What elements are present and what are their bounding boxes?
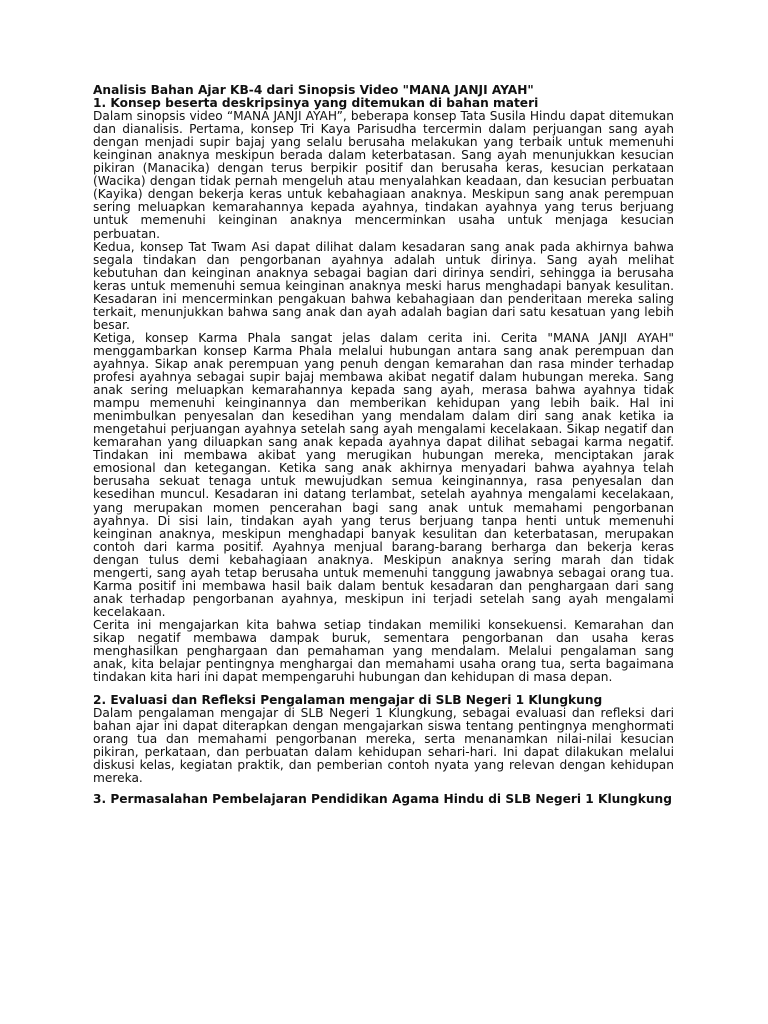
section-1-paragraph-3: Ketiga, konsep Karma Phala sangat jelas dalam cerita ini. Cerita "MANA JANJI AYAH" menggambarkan konsep Karma Phala melalui hubungan antara sang anak perempuan dan ayahnya. Sikap anak perempuan yang penuh dengan kemarahan dan rasa minder terhadap profesi ayahnya sebagai supir bajaj membawa akibat negatif dalam hubungan mereka. Sang anak sering meluapkan kemarahannya kepada sang ayah, merasa bahwa ayahnya tidak mampu memenuhi keinginannya dan memberikan kehidupan yang lebih baik. Hal ini menimbulkan penyesalan dan kesedihan yang mendalam dalam diri sang anak ketika ia mengetahui perjuangan ayahnya setelah sang ayah mengalami kecelakaan. Sikap negatif dan kemarahan yang diluapkan sang anak kepada ayahnya dapat dilihat sebagai karma negatif. Tindakan ini membawa akibat yang merugikan hubungan mereka, menciptakan jarak emosional dan ketegangan. Ketika sang anak akhirnya menyadari bahwa ayahnya telah berusaha sekuat tenaga untuk mewujudkan semua keinginannya, rasa penyesalan dan kesedihan muncul. Kesadaran ini datang terlambat, setelah ayahnya mengalami kecelakaan, yang merupakan momen pencerahan bagi sang anak untuk memahami pengorbanan ayahnya. Di sisi lain, tindakan ayah yang terus berjuang tanpa henti untuk memenuhi keinginan anaknya, meskipun menghadapi banyak kesulitan dan keterbatasan, merupakan contoh dari karma positif. Ayahnya menjual barang-barang berharga dan bekerja keras dengan tulus demi kebahagiaan anaknya. Meskipun anaknya sering marah dan tidak mengerti, sang ayah tetap berusaha untuk memenuhi tanggung jawabnya sebagai orang tua. Karma positif ini membawa hasil baik dalam bentuk kesadaran dan penghargaan dari sang anak terhadap pengorbanan ayahnya, meskipun ini terjadi setelah sang ayah mengalami kecelakaan. bbox=[93, 330, 674, 619]
document-title: Analisis Bahan Ajar KB-4 dari Sinopsis Video "MANA JANJI AYAH" bbox=[93, 83, 534, 97]
section-2-heading: 2. Evaluasi dan Refleksi Pengalaman mengajar di SLB Negeri 1 Klungkung bbox=[93, 693, 603, 708]
section-1-paragraph-2: Kedua, konsep Tat Twam Asi dapat dilihat dalam kesadaran sang anak pada akhirnya bahwa segala tindakan dan pengorbanan ayahnya adalah untuk dirinya. Sang ayah melihat kebutuhan dan keinginan anaknya sebagai bagian dari dirinya sendiri, sehingga ia berusaha keras untuk memenuhi semua keinginan anaknya meski harus menghadapi banyak kesulitan. Kesadaran ini mencerminkan pengakuan bahwa kebahagiaan dan penderitaan mereka saling terkait, menunjukkan bahwa sang anak dan ayah adalah bagian dari satu kesatuan yang lebih besar. bbox=[93, 239, 674, 332]
section-2-paragraph-1: Dalam pengalaman mengajar di SLB Negeri 1 Klungkung, sebagai evaluasi dan refleksi dari bahan ajar ini dapat diterapkan dengan mengajarkan siswa tentang pentingnya menghormati orang tua dan memahami pengorbanan mereka, serta menanamkan nilai-nilai kesucian pikiran, perkataan, dan perbuatan dalam kehidupan sehari-hari. Ini dapat dilakukan melalui diskusi kelas, kegiatan praktik, dan pemberian contoh nyata yang relevan dengan kehidupan mereka. bbox=[93, 706, 674, 786]
section-1-paragraph-1: Dalam sinopsis video “MANA JANJI AYAH”, beberapa konsep Tata Susila Hindu dapat ditemukan dan dianalisis. Pertama, konsep Tri Kaya Parisudha tercermin dalam perjuangan sang ayah dengan menjadi supir bajaj yang selalu berusaha melakukan yang terbaik untuk memenuhi keinginan anaknya meskipun berada dalam keterbatasan. Sang ayah menunjukkan kesucian pikiran (Manacika) dengan terus berpikir positif dan berusaha keras, kesucian perkataan (Wacika) dengan tidak pernah mengeluh atau menyalahkan keadaan, dan kesucian perbuatan (Kayika) dengan bekerja keras untuk kebahagiaan anaknya. Meskipun sang anak perempuan sering meluapkan kemarahannya kepada ayahnya, tindakan ayahnya yang terus berjuang untuk memenuhi keinginan anaknya mencerminkan usaha untuk menjaga kesucian perbuatan. bbox=[93, 109, 674, 241]
section-1-heading: 1. Konsep beserta deskripsinya yang ditemukan di bahan materi bbox=[93, 96, 539, 111]
section-3-heading: 3. Permasalahan Pembelajaran Pendidikan Agama Hindu di SLB Negeri 1 Klungkung bbox=[93, 792, 672, 807]
document-page bbox=[93, 84, 674, 807]
section-1-paragraph-4: Cerita ini mengajarkan kita bahwa setiap tindakan memiliki konsekuensi. Kemarahan dan sikap negatif membawa dampak buruk, sementara pengorbanan dan usaha keras menghasilkan penghargaan dan pemahaman yang mendalam. Melalui pengalaman sang anak, kita belajar pentingnya menghargai dan memahami usaha orang tua, serta bagaimana tindakan kita hari ini dapat mempengaruhi hubungan dan kehidupan di masa depan. bbox=[93, 617, 674, 685]
